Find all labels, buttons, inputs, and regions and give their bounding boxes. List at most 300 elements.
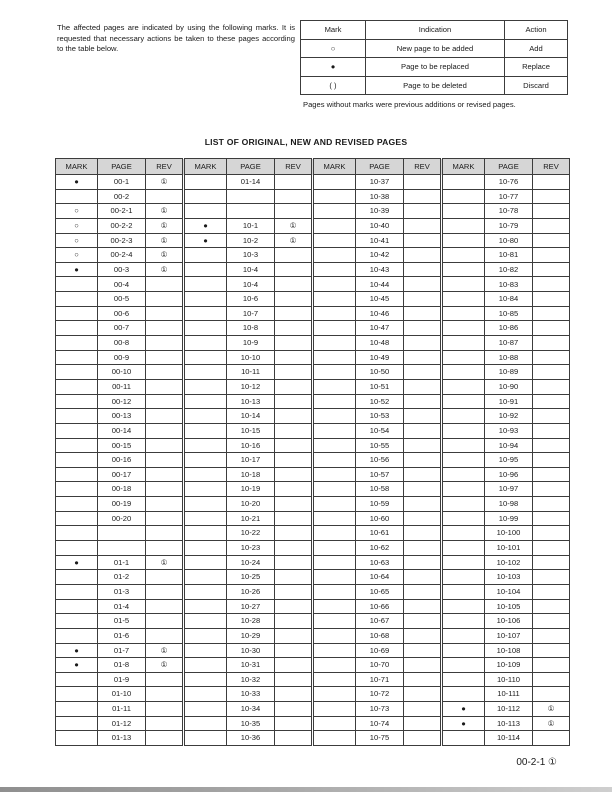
pages-table-row xyxy=(56,423,570,438)
page-cell: 10-109 xyxy=(485,658,533,673)
mark-cell xyxy=(184,248,227,263)
legend-action: Replace xyxy=(505,58,568,77)
mark-cell xyxy=(56,189,98,204)
pages-table-row xyxy=(56,218,570,233)
rev-cell xyxy=(533,438,570,453)
mark-cell xyxy=(56,350,98,365)
page-cell: 10-20 xyxy=(227,497,275,512)
mark-cell xyxy=(442,511,485,526)
rev-cell xyxy=(146,628,184,643)
mark-cell xyxy=(313,541,356,556)
marks-legend-table xyxy=(300,20,568,95)
rev-cell xyxy=(146,321,184,336)
mark-cell xyxy=(442,292,485,307)
page-cell: 10-88 xyxy=(485,350,533,365)
rev-cell xyxy=(275,511,313,526)
rev-cell xyxy=(533,336,570,351)
mark-cell xyxy=(442,672,485,687)
page-cell: 00-1 xyxy=(98,175,146,190)
mark-cell xyxy=(184,321,227,336)
mark-cell xyxy=(56,570,98,585)
rev-cell xyxy=(275,467,313,482)
page-cell: 00-14 xyxy=(98,423,146,438)
mark-cell xyxy=(313,687,356,702)
mark-cell xyxy=(184,262,227,277)
rev-cell xyxy=(533,453,570,468)
rev-cell xyxy=(404,204,442,219)
mark-cell xyxy=(442,584,485,599)
rev-cell xyxy=(533,175,570,190)
mark-cell xyxy=(313,248,356,263)
legend-header-indication: Indication xyxy=(366,21,505,40)
pages-table-row xyxy=(56,365,570,380)
legend-header-row xyxy=(301,21,568,40)
rev-cell xyxy=(275,306,313,321)
mark-cell: ● xyxy=(56,643,98,658)
pages-table-row xyxy=(56,614,570,629)
pages-header-mark: MARK xyxy=(184,159,227,175)
rev-cell xyxy=(275,438,313,453)
rev-cell: ① xyxy=(146,218,184,233)
page-cell: 01-4 xyxy=(98,599,146,614)
mark-cell xyxy=(313,570,356,585)
page-cell: 10-114 xyxy=(485,731,533,746)
page-cell: 10-35 xyxy=(227,716,275,731)
mark-cell xyxy=(56,453,98,468)
rev-cell xyxy=(404,511,442,526)
page-cell: 10-62 xyxy=(356,541,404,556)
pages-table-row xyxy=(56,570,570,585)
mark-cell xyxy=(184,409,227,424)
page-cell: 10-45 xyxy=(356,292,404,307)
rev-cell xyxy=(404,702,442,717)
legend-indication: Page to be replaced xyxy=(366,58,505,77)
mark-cell xyxy=(442,175,485,190)
mark-cell xyxy=(442,321,485,336)
mark-cell xyxy=(184,643,227,658)
rev-cell xyxy=(275,336,313,351)
page-cell: 10-13 xyxy=(227,394,275,409)
mark-cell: ○ xyxy=(56,248,98,263)
page-cell: 10-107 xyxy=(485,628,533,643)
mark-cell xyxy=(184,379,227,394)
rev-cell xyxy=(404,423,442,438)
rev-cell xyxy=(404,482,442,497)
mark-cell xyxy=(442,423,485,438)
pages-table-row xyxy=(56,599,570,614)
page-cell: 00-12 xyxy=(98,394,146,409)
pages-table-row xyxy=(56,233,570,248)
page-cell: 01-3 xyxy=(98,584,146,599)
page-cell: 10-46 xyxy=(356,306,404,321)
page-cell: 10-92 xyxy=(485,409,533,424)
mark-cell xyxy=(442,189,485,204)
mark-cell xyxy=(313,306,356,321)
page-cell: 10-50 xyxy=(356,365,404,380)
page-cell: 10-68 xyxy=(356,628,404,643)
mark-cell: ● xyxy=(56,658,98,673)
page-cell: 10-82 xyxy=(485,262,533,277)
rev-cell xyxy=(404,614,442,629)
pages-header-mark: MARK xyxy=(56,159,98,175)
rev-cell xyxy=(404,394,442,409)
pages-table xyxy=(55,158,570,746)
page-cell: 00-11 xyxy=(98,379,146,394)
rev-cell xyxy=(404,409,442,424)
pages-table-row xyxy=(56,306,570,321)
page-cell: 00-16 xyxy=(98,453,146,468)
rev-cell xyxy=(404,248,442,263)
rev-cell xyxy=(533,555,570,570)
page-cell: 10-15 xyxy=(227,423,275,438)
mark-cell xyxy=(184,306,227,321)
pages-table-row xyxy=(56,731,570,746)
mark-cell xyxy=(313,658,356,673)
mark-cell xyxy=(442,687,485,702)
page-cell: 10-57 xyxy=(356,467,404,482)
rev-cell xyxy=(275,277,313,292)
mark-cell xyxy=(442,482,485,497)
rev-cell xyxy=(404,438,442,453)
rev-cell xyxy=(404,350,442,365)
rev-cell xyxy=(404,643,442,658)
page-cell: 01-11 xyxy=(98,702,146,717)
mark-cell xyxy=(442,218,485,233)
mark-cell xyxy=(56,482,98,497)
page-cell: 10-4 xyxy=(227,262,275,277)
page-title: LIST OF ORIGINAL, NEW AND REVISED PAGES xyxy=(204,137,408,147)
rev-cell xyxy=(533,409,570,424)
page-cell: 10-27 xyxy=(227,599,275,614)
page-cell: 10-100 xyxy=(485,526,533,541)
rev-cell xyxy=(533,277,570,292)
page-cell: 10-69 xyxy=(356,643,404,658)
rev-cell xyxy=(533,482,570,497)
page-cell: 10-54 xyxy=(356,423,404,438)
mark-cell: ● xyxy=(442,702,485,717)
page-cell: 01-2 xyxy=(98,570,146,585)
rev-cell xyxy=(275,409,313,424)
page-cell: 10-22 xyxy=(227,526,275,541)
mark-cell xyxy=(184,175,227,190)
rev-cell: ① xyxy=(146,658,184,673)
mark-cell xyxy=(442,306,485,321)
legend-row-replace xyxy=(301,58,568,77)
mark-cell xyxy=(313,731,356,746)
page-cell: 10-112 xyxy=(485,702,533,717)
mark-cell xyxy=(56,394,98,409)
mark-cell xyxy=(56,599,98,614)
rev-cell xyxy=(533,687,570,702)
mark-cell xyxy=(184,365,227,380)
rev-cell xyxy=(404,731,442,746)
rev-cell xyxy=(146,716,184,731)
page-cell: 10-37 xyxy=(356,175,404,190)
legend-row-discard xyxy=(301,76,568,95)
mark-cell xyxy=(56,467,98,482)
rev-cell xyxy=(404,292,442,307)
page-cell: 10-85 xyxy=(485,306,533,321)
rev-cell xyxy=(533,218,570,233)
rev-cell xyxy=(275,189,313,204)
page-cell: 10-31 xyxy=(227,658,275,673)
mark-cell xyxy=(184,511,227,526)
pages-table-row xyxy=(56,672,570,687)
page-cell: 01-7 xyxy=(98,643,146,658)
rev-cell xyxy=(275,614,313,629)
page-cell: 10-81 xyxy=(485,248,533,263)
page-cell: 10-39 xyxy=(356,204,404,219)
mark-cell xyxy=(184,716,227,731)
page-cell: 10-72 xyxy=(356,687,404,702)
mark-cell: ● xyxy=(56,262,98,277)
page-cell: 10-28 xyxy=(227,614,275,629)
page-cell xyxy=(227,204,275,219)
page-cell: 10-104 xyxy=(485,584,533,599)
legend-action: Add xyxy=(505,39,568,58)
page-cell: 00-7 xyxy=(98,321,146,336)
page-cell: 00-2 xyxy=(98,189,146,204)
page-cell: 10-93 xyxy=(485,423,533,438)
page-cell: 10-70 xyxy=(356,658,404,673)
mark-cell xyxy=(56,497,98,512)
mark-cell xyxy=(184,292,227,307)
page-cell: 10-49 xyxy=(356,350,404,365)
mark-cell xyxy=(184,453,227,468)
mark-cell: ● xyxy=(184,218,227,233)
page-cell: 10-42 xyxy=(356,248,404,263)
page-cell: 01-12 xyxy=(98,716,146,731)
page-cell: 10-44 xyxy=(356,277,404,292)
rev-cell xyxy=(533,321,570,336)
rev-cell xyxy=(146,482,184,497)
page-number: 00-2-1 ① xyxy=(516,757,557,768)
rev-cell xyxy=(404,365,442,380)
mark-cell xyxy=(184,526,227,541)
page-cell: 00-8 xyxy=(98,336,146,351)
rev-cell xyxy=(404,599,442,614)
pages-header-page: PAGE xyxy=(227,159,275,175)
mark-cell xyxy=(442,233,485,248)
rev-cell xyxy=(533,599,570,614)
page-cell: 10-40 xyxy=(356,218,404,233)
legend-row-add xyxy=(301,39,568,58)
page-cell: 10-26 xyxy=(227,584,275,599)
rev-cell xyxy=(275,453,313,468)
page-cell: 10-89 xyxy=(485,365,533,380)
page-cell: 00-13 xyxy=(98,409,146,424)
page-cell: 10-38 xyxy=(356,189,404,204)
rev-cell xyxy=(533,248,570,263)
rev-cell xyxy=(275,702,313,717)
rev-cell xyxy=(404,658,442,673)
rev-cell xyxy=(533,570,570,585)
rev-cell xyxy=(533,292,570,307)
mark-cell xyxy=(184,570,227,585)
page-cell: 00-19 xyxy=(98,497,146,512)
mark-cell xyxy=(442,365,485,380)
pages-header-rev: REV xyxy=(146,159,184,175)
page-cell: 10-12 xyxy=(227,379,275,394)
page-cell: 10-63 xyxy=(356,555,404,570)
page-cell: 10-87 xyxy=(485,336,533,351)
pages-header-rev: REV xyxy=(533,159,570,175)
mark-cell xyxy=(184,189,227,204)
page-cell: 10-25 xyxy=(227,570,275,585)
pages-table-row xyxy=(56,204,570,219)
page-cell: 00-4 xyxy=(98,277,146,292)
page-cell: 10-16 xyxy=(227,438,275,453)
mark-cell xyxy=(184,599,227,614)
pages-table-row xyxy=(56,511,570,526)
mark-cell xyxy=(442,262,485,277)
mark-cell xyxy=(442,541,485,556)
rev-cell xyxy=(404,189,442,204)
page-cell: 10-64 xyxy=(356,570,404,585)
page-cell: 10-14 xyxy=(227,409,275,424)
mark-cell xyxy=(313,350,356,365)
pages-table-row xyxy=(56,277,570,292)
page-cell: 10-53 xyxy=(356,409,404,424)
page-cell: 10-43 xyxy=(356,262,404,277)
mark-cell xyxy=(313,526,356,541)
rev-cell xyxy=(275,672,313,687)
page-cell: 10-65 xyxy=(356,584,404,599)
mark-cell xyxy=(313,482,356,497)
pages-table-row xyxy=(56,321,570,336)
mark-cell xyxy=(184,687,227,702)
pages-table-body xyxy=(56,175,570,746)
page-cell: 10-48 xyxy=(356,336,404,351)
rev-cell xyxy=(275,262,313,277)
rev-cell xyxy=(404,336,442,351)
pages-header-rev: REV xyxy=(275,159,313,175)
page-cell: 10-96 xyxy=(485,467,533,482)
page-cell: 10-79 xyxy=(485,218,533,233)
rev-cell: ① xyxy=(146,555,184,570)
rev-cell xyxy=(146,467,184,482)
mark-cell xyxy=(313,365,356,380)
rev-cell xyxy=(533,614,570,629)
rev-cell xyxy=(533,306,570,321)
mark-cell xyxy=(313,628,356,643)
rev-cell xyxy=(275,526,313,541)
mark-cell xyxy=(56,614,98,629)
mark-cell xyxy=(313,233,356,248)
page-cell: 10-108 xyxy=(485,643,533,658)
page-cell: 10-67 xyxy=(356,614,404,629)
mark-cell xyxy=(313,394,356,409)
mark-cell xyxy=(313,599,356,614)
rev-cell xyxy=(404,379,442,394)
rev-cell xyxy=(275,175,313,190)
page-cell: 00-6 xyxy=(98,306,146,321)
page-cell: 10-102 xyxy=(485,555,533,570)
mark-cell xyxy=(56,277,98,292)
page-cell: 10-30 xyxy=(227,643,275,658)
rev-cell xyxy=(146,570,184,585)
mark-cell xyxy=(56,716,98,731)
rev-cell: ① xyxy=(533,702,570,717)
page-cell: 00-17 xyxy=(98,467,146,482)
page-cell: 10-90 xyxy=(485,379,533,394)
page-cell: 00-15 xyxy=(98,438,146,453)
mark-cell xyxy=(313,438,356,453)
page-cell: 00-10 xyxy=(98,365,146,380)
rev-cell xyxy=(533,423,570,438)
pages-table-row xyxy=(56,262,570,277)
mark-cell xyxy=(313,555,356,570)
rev-cell: ① xyxy=(146,175,184,190)
page-cell: 10-61 xyxy=(356,526,404,541)
rev-cell xyxy=(146,423,184,438)
mark-cell xyxy=(313,292,356,307)
note-text: Pages without marks were previous additions or revised pages. xyxy=(303,100,516,109)
rev-cell: ① xyxy=(146,262,184,277)
rev-cell xyxy=(275,497,313,512)
page-cell: 10-76 xyxy=(485,175,533,190)
rev-cell xyxy=(275,365,313,380)
pages-table-row xyxy=(56,453,570,468)
page-cell: 10-23 xyxy=(227,541,275,556)
pages-table-row xyxy=(56,467,570,482)
rev-cell xyxy=(146,687,184,702)
pages-table-row xyxy=(56,189,570,204)
rev-cell xyxy=(146,409,184,424)
pages-table-row xyxy=(56,643,570,658)
rev-cell xyxy=(404,233,442,248)
mark-cell xyxy=(313,336,356,351)
page-cell: 00-2-2 xyxy=(98,218,146,233)
pages-header-row xyxy=(56,159,570,175)
rev-cell xyxy=(404,306,442,321)
page-cell: 00-20 xyxy=(98,511,146,526)
page-cell: 01-8 xyxy=(98,658,146,673)
pages-table-row xyxy=(56,175,570,190)
pages-table-row xyxy=(56,379,570,394)
rev-cell xyxy=(404,628,442,643)
pages-table-row xyxy=(56,394,570,409)
mark-cell xyxy=(56,336,98,351)
page-cell: 10-41 xyxy=(356,233,404,248)
pages-table-row xyxy=(56,584,570,599)
page-cell: 10-59 xyxy=(356,497,404,512)
rev-cell xyxy=(404,277,442,292)
mark-cell xyxy=(313,204,356,219)
mark-cell xyxy=(56,672,98,687)
mark-cell xyxy=(56,511,98,526)
rev-cell xyxy=(533,467,570,482)
rev-cell xyxy=(533,379,570,394)
rev-cell xyxy=(533,541,570,556)
mark-cell xyxy=(442,350,485,365)
mark-cell xyxy=(313,672,356,687)
page-cell: 10-94 xyxy=(485,438,533,453)
rev-cell xyxy=(533,233,570,248)
page-cell: 10-106 xyxy=(485,614,533,629)
mark-cell xyxy=(442,526,485,541)
pages-table-row xyxy=(56,497,570,512)
page-cell: 10-11 xyxy=(227,365,275,380)
rev-cell xyxy=(146,394,184,409)
mark-cell xyxy=(56,584,98,599)
mark-cell: ○ xyxy=(56,233,98,248)
rev-cell xyxy=(275,350,313,365)
rev-cell xyxy=(146,189,184,204)
mark-cell xyxy=(56,687,98,702)
mark-cell xyxy=(313,189,356,204)
rev-cell xyxy=(275,204,313,219)
